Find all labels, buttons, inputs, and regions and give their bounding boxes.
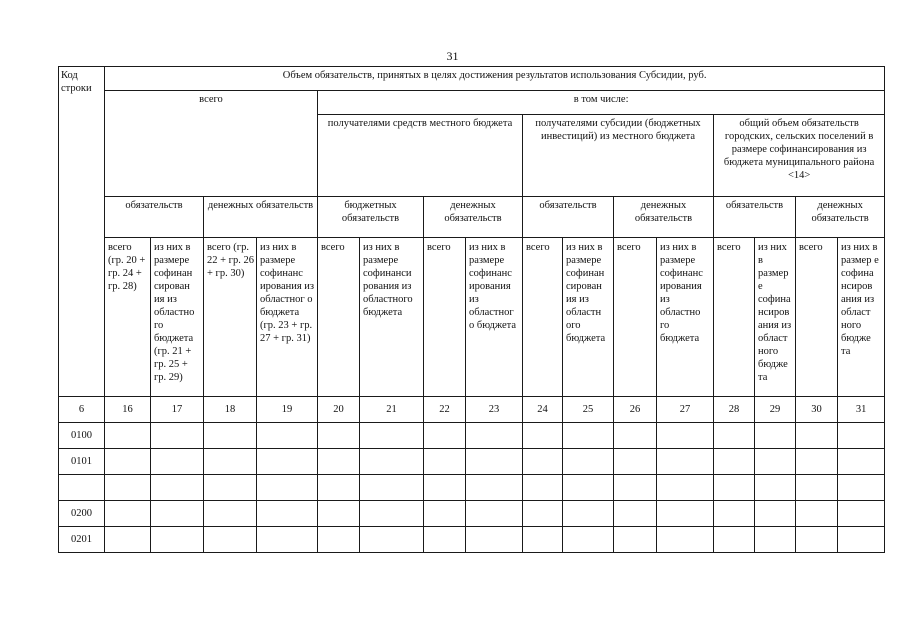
value-cell[interactable] <box>563 423 614 449</box>
code-column-header: Код строки <box>59 67 105 397</box>
value-cell[interactable] <box>424 423 466 449</box>
column-number-cell: 16 <box>105 397 151 423</box>
value-cell[interactable] <box>105 423 151 449</box>
col-28-header: всего <box>714 238 755 397</box>
value-cell[interactable] <box>424 475 466 501</box>
settlements-monetary-header: денежных обязательств <box>796 197 885 238</box>
value-cell[interactable] <box>523 423 563 449</box>
table-row <box>59 449 885 475</box>
value-cell[interactable] <box>563 527 614 553</box>
value-cell[interactable] <box>755 501 796 527</box>
page-number: 31 <box>446 49 459 63</box>
value-cell[interactable] <box>714 423 755 449</box>
value-cell[interactable] <box>466 475 523 501</box>
column-number-cell: 26 <box>614 397 657 423</box>
value-cell[interactable] <box>563 475 614 501</box>
value-cell[interactable] <box>796 527 838 553</box>
value-cell[interactable] <box>257 527 318 553</box>
value-cell[interactable] <box>318 449 360 475</box>
col-24-header: всего <box>523 238 563 397</box>
column-number-cell: 17 <box>151 397 204 423</box>
col-27-header: из них в размере софинанс ирования из областно го бюджета <box>657 238 714 397</box>
column-number-cell: 27 <box>657 397 714 423</box>
value-cell[interactable] <box>523 501 563 527</box>
row-code: 0101 <box>59 449 105 475</box>
value-cell[interactable] <box>360 475 424 501</box>
col-18-header: всего (гр. 22 + гр. 26 + гр. 30) <box>204 238 257 397</box>
column-numbers-row <box>59 397 885 423</box>
value-cell[interactable] <box>151 475 204 501</box>
column-number-cell: 18 <box>204 397 257 423</box>
value-cell[interactable] <box>657 449 714 475</box>
obligations-table <box>58 66 885 553</box>
value-cell[interactable] <box>523 475 563 501</box>
value-cell[interactable] <box>466 423 523 449</box>
value-cell[interactable] <box>838 423 885 449</box>
value-cell[interactable] <box>318 475 360 501</box>
value-cell[interactable] <box>151 501 204 527</box>
col-29-header: из них в размер е софина нсиров ания из област ного бюдже та <box>755 238 796 397</box>
value-cell[interactable] <box>657 527 714 553</box>
value-cell[interactable] <box>360 449 424 475</box>
col-25-header: из них в размере софинан сирован ия из областн ого бюджета <box>563 238 614 397</box>
value-cell[interactable] <box>755 475 796 501</box>
value-cell[interactable] <box>657 501 714 527</box>
value-cell[interactable] <box>151 449 204 475</box>
value-cell[interactable] <box>657 475 714 501</box>
value-cell[interactable] <box>523 527 563 553</box>
value-cell[interactable] <box>257 501 318 527</box>
value-cell[interactable] <box>318 501 360 527</box>
column-number-cell: 23 <box>466 397 523 423</box>
table-row <box>59 423 885 449</box>
table-row <box>59 475 885 501</box>
value-cell[interactable] <box>838 501 885 527</box>
group-settlements-cofinancing: общий объем обязательств городских, сельских поселений в размере софинансирования из бюджета муниципального района <14> <box>714 115 885 197</box>
total-obligations-header: обязательств <box>105 197 204 238</box>
value-cell[interactable] <box>105 475 151 501</box>
group-local-budget-recipients: получателями средств местного бюджета <box>318 115 523 197</box>
value-cell[interactable] <box>796 475 838 501</box>
table-row <box>59 501 885 527</box>
value-cell[interactable] <box>563 449 614 475</box>
value-cell[interactable] <box>257 449 318 475</box>
value-cell[interactable] <box>614 449 657 475</box>
value-cell[interactable] <box>838 527 885 553</box>
value-cell[interactable] <box>466 501 523 527</box>
value-cell[interactable] <box>204 449 257 475</box>
column-number-cell: 19 <box>257 397 318 423</box>
row-code <box>59 475 105 501</box>
col-31-header: из них в размер е софина нсиров ания из област ного бюдже та <box>838 238 885 397</box>
data-rows <box>59 423 885 553</box>
including-header: в том числе: <box>318 91 885 115</box>
col-26-header: всего <box>614 238 657 397</box>
col-23-header: из них в размере софинанс ирования из областног о бюджета <box>466 238 523 397</box>
value-cell[interactable] <box>466 527 523 553</box>
value-cell[interactable] <box>151 527 204 553</box>
value-cell[interactable] <box>523 449 563 475</box>
value-cell[interactable] <box>257 475 318 501</box>
value-cell[interactable] <box>318 527 360 553</box>
value-cell[interactable] <box>360 423 424 449</box>
local-budget-obligations-header: бюджетных обязательств <box>318 197 424 238</box>
value-cell[interactable] <box>105 501 151 527</box>
value-cell[interactable] <box>424 449 466 475</box>
column-number-cell: 6 <box>59 397 105 423</box>
col-30-header: всего <box>796 238 838 397</box>
row-code: 0100 <box>59 423 105 449</box>
value-cell[interactable] <box>204 475 257 501</box>
value-cell[interactable] <box>563 501 614 527</box>
subsidy-monetary-header: денежных обязательств <box>614 197 714 238</box>
column-number-cell: 28 <box>714 397 755 423</box>
value-cell[interactable] <box>714 475 755 501</box>
column-number-cell: 31 <box>838 397 885 423</box>
col-16-header: всего (гр. 20 + гр. 24 + гр. 28) <box>105 238 151 397</box>
subsidy-obligations-header: обязательств <box>523 197 614 238</box>
local-monetary-header: денежных обязательств <box>424 197 523 238</box>
value-cell[interactable] <box>151 423 204 449</box>
table-title: Объем обязательств, принятых в целях достижения результатов использования Субсидии, руб. <box>105 67 885 91</box>
column-number-cell: 24 <box>523 397 563 423</box>
row-code: 0201 <box>59 527 105 553</box>
value-cell[interactable] <box>614 475 657 501</box>
value-cell[interactable] <box>318 423 360 449</box>
value-cell[interactable] <box>838 449 885 475</box>
value-cell[interactable] <box>714 527 755 553</box>
value-cell[interactable] <box>796 423 838 449</box>
column-number-cell: 22 <box>424 397 466 423</box>
value-cell[interactable] <box>714 501 755 527</box>
value-cell[interactable] <box>614 527 657 553</box>
column-number-cell: 30 <box>796 397 838 423</box>
value-cell[interactable] <box>204 527 257 553</box>
column-number-cell: 20 <box>318 397 360 423</box>
value-cell[interactable] <box>755 423 796 449</box>
value-cell[interactable] <box>204 423 257 449</box>
value-cell[interactable] <box>424 501 466 527</box>
column-number-cell: 21 <box>360 397 424 423</box>
value-cell[interactable] <box>614 423 657 449</box>
value-cell[interactable] <box>204 501 257 527</box>
total-monetary-header: денежных обязательств <box>204 197 318 238</box>
total-header: всего <box>105 91 318 197</box>
value-cell[interactable] <box>714 449 755 475</box>
col-20-header: всего <box>318 238 360 397</box>
row-code: 0200 <box>59 501 105 527</box>
value-cell[interactable] <box>466 449 523 475</box>
col-22-header: всего <box>424 238 466 397</box>
value-cell[interactable] <box>796 449 838 475</box>
value-cell[interactable] <box>755 527 796 553</box>
value-cell[interactable] <box>796 501 838 527</box>
col-19-header: из них в размере софинанс ирования из областног о бюджета (гр. 23 + гр. 27 + гр. 31) <box>257 238 318 397</box>
value-cell[interactable] <box>657 423 714 449</box>
value-cell[interactable] <box>105 449 151 475</box>
column-number-cell: 25 <box>563 397 614 423</box>
value-cell[interactable] <box>424 527 466 553</box>
value-cell[interactable] <box>257 423 318 449</box>
value-cell[interactable] <box>360 501 424 527</box>
value-cell[interactable] <box>838 475 885 501</box>
value-cell[interactable] <box>755 449 796 475</box>
settlements-obligations-header: обязательств <box>714 197 796 238</box>
col-21-header: из них в размере софинанси рования из областного бюджета <box>360 238 424 397</box>
group-subsidy-recipients: получателями субсидии (бюджетных инвестиций) из местного бюджета <box>523 115 714 197</box>
column-number-cell: 29 <box>755 397 796 423</box>
col-17-header: из них в размере софинан сирован ия из областно го бюджета (гр. 21 + гр. 25 + гр. 29) <box>151 238 204 397</box>
value-cell[interactable] <box>105 527 151 553</box>
value-cell[interactable] <box>360 527 424 553</box>
table-row <box>59 527 885 553</box>
value-cell[interactable] <box>614 501 657 527</box>
